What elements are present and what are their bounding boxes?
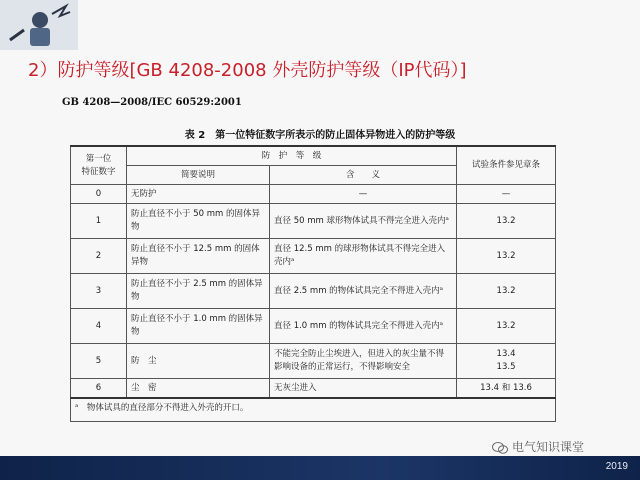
table-row xyxy=(71,204,556,239)
cell-meaning: 不能完全防止尘埃进入，但进入的灰尘量不得影响设备的正常运行，不得影响安全 xyxy=(270,344,457,379)
electrician-mascot-icon xyxy=(0,0,78,50)
header-protection-degree: 防 护 等 级 xyxy=(127,146,457,166)
header-first-digit: 第一位 特征数字 xyxy=(71,146,127,185)
cell-meaning: 直径 2.5 mm 的物体试具完全不得进入壳内ᵃ xyxy=(270,274,457,309)
cell-meaning: 直径 12.5 mm 的球形物体试具不得完全进入壳内ᵃ xyxy=(270,239,457,274)
table-row xyxy=(71,379,556,399)
cell-brief: 防止直径不小于 12.5 mm 的固体异物 xyxy=(127,239,270,274)
cell-brief: 防 尘 xyxy=(127,344,270,379)
cell-meaning: 无灰尘进入 xyxy=(270,379,457,399)
table-footnote: ᵃ 物体试具的直径部分不得进入外壳的开口。 xyxy=(71,398,556,422)
header-brief-description: 简要说明 xyxy=(127,166,270,185)
cell-digit: 3 xyxy=(71,274,127,309)
cell-meaning: — xyxy=(270,185,457,204)
table-row xyxy=(71,185,556,204)
protection-degree-table xyxy=(70,145,556,422)
cell-brief: 防止直径不小于 50 mm 的固体异物 xyxy=(127,204,270,239)
cell-test-ref: 13.2 xyxy=(457,274,556,309)
cell-brief: 防止直径不小于 2.5 mm 的固体异物 xyxy=(127,274,270,309)
cell-test-ref: 13.2 xyxy=(457,239,556,274)
standard-reference: GB 4208—2008/IEC 60529:2001 xyxy=(62,97,242,108)
cell-digit: 0 xyxy=(71,185,127,204)
wechat-icon xyxy=(492,442,508,454)
cell-test-ref: 13.2 xyxy=(457,204,556,239)
cell-digit: 4 xyxy=(71,309,127,344)
cell-test-ref: — xyxy=(457,185,556,204)
cell-brief: 防止直径不小于 1.0 mm 的固体异物 xyxy=(127,309,270,344)
cell-brief: 尘 密 xyxy=(127,379,270,399)
table-caption: 表 2 第一位特征数字所表示的防止固体异物进入的防护等级 xyxy=(184,130,456,141)
cell-digit: 5 xyxy=(71,344,127,379)
cell-digit: 1 xyxy=(71,204,127,239)
table-row xyxy=(71,274,556,309)
table-row xyxy=(71,309,556,344)
cell-brief: 无防护 xyxy=(127,185,270,204)
watermark xyxy=(492,438,584,455)
cell-test-ref: 13.4 13.5 xyxy=(457,344,556,379)
cell-meaning: 直径 1.0 mm 的物体试具完全不得进入壳内ᵃ xyxy=(270,309,457,344)
table-row xyxy=(71,344,556,379)
watermark-text: 电气知识课堂 xyxy=(512,440,585,454)
cell-digit: 2 xyxy=(71,239,127,274)
header-test-ref: 试验条件参见章条 xyxy=(457,146,556,185)
slide-title: 2）防护等级[GB 4208-2008 外壳防护等级（IP代码）] xyxy=(28,60,467,81)
header-meaning: 含 义 xyxy=(270,166,457,185)
table-row xyxy=(71,239,556,274)
cell-test-ref: 13.2 xyxy=(457,309,556,344)
cell-meaning: 直径 50 mm 球形物体试具不得完全进入壳内ᵃ xyxy=(270,204,457,239)
cell-test-ref: 13.4 和 13.6 xyxy=(457,379,556,399)
cell-digit: 6 xyxy=(71,379,127,399)
footer-year: 2019 xyxy=(605,461,628,472)
footer-bar xyxy=(0,456,640,480)
